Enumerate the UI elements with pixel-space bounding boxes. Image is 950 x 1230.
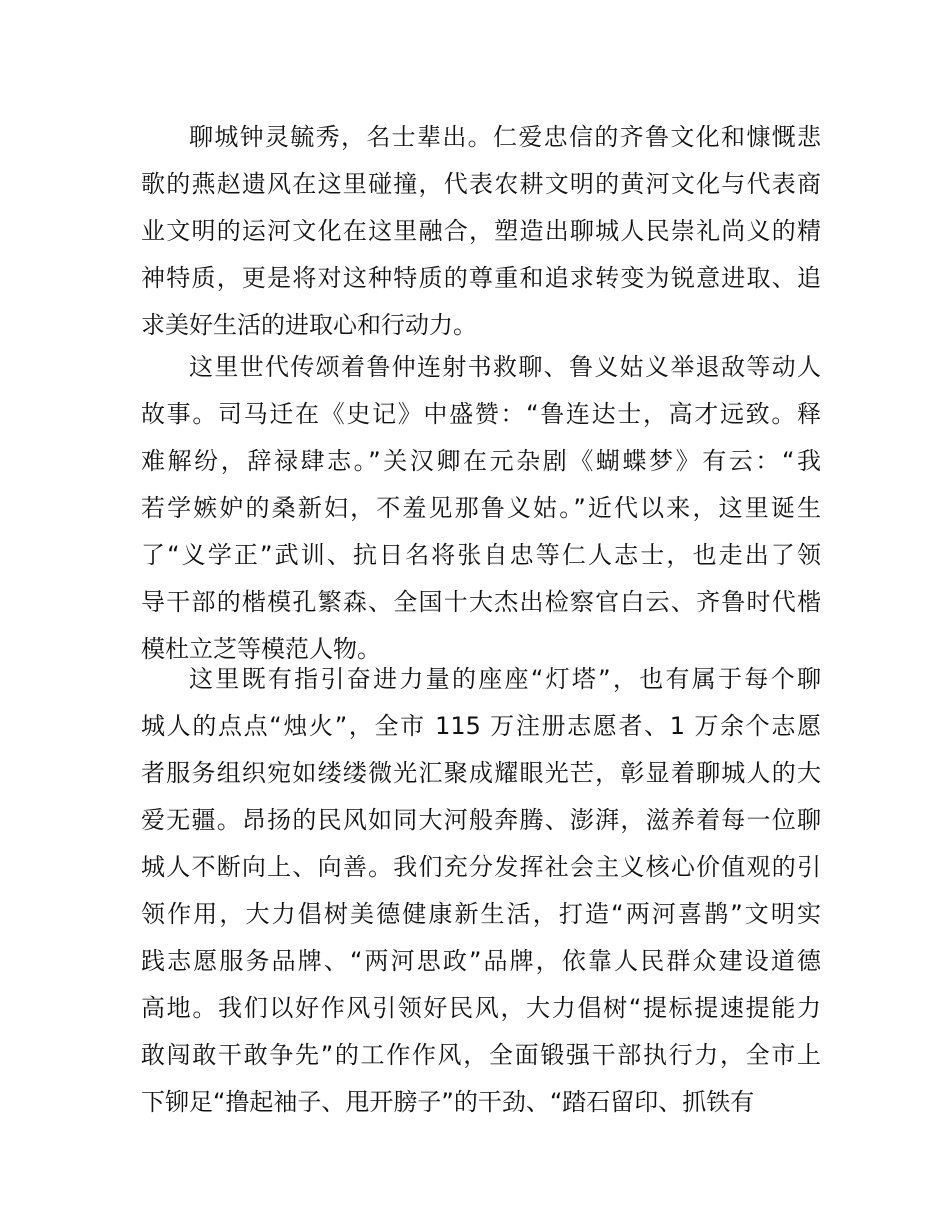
paragraph-line: 神特质，更是将对这种特质的尊重和追求转变为锐意进取、追 [141,264,821,292]
paragraph-line: 故事。司马迁在《史记》中盛赞：“鲁连达士，高才远致。释 [141,400,821,428]
paragraph-1 [141,114,821,349]
paragraph-line: 求美好生活的进取心和行动力。 [141,311,477,339]
paragraph-line: 聊城钟灵毓秀，名士辈出。仁爱忠信的齐鲁文化和慷慨悲 [189,123,821,151]
paragraph-line: 领作用，大力倡树美德健康新生活，打造“两河喜鹊”文明实 [141,900,821,928]
paragraph-line: 敢闯敢干敢争先”的工作作风，全面锻强干部执行力，全市上 [141,1041,821,1069]
paragraph-line: 践志愿服务品牌、“两河思政”品牌，依靠人民群众建设道德 [141,947,821,975]
paragraph-3 [141,656,821,1126]
paragraph-line: 爱无疆。昂扬的民风如同大河般奔腾、澎湃，滋养着每一位聊 [141,806,821,834]
paragraph-2 [141,344,821,673]
paragraph-line: 歌的燕赵遗风在这里碰撞，代表农耕文明的黄河文化与代表商 [141,170,821,198]
paragraph-line: 导干部的楷模孔繁森、全国十大杰出检察官白云、齐鲁时代楷 [141,588,821,616]
paragraph-line: 高地。我们以好作风引领好民风，大力倡树“提标提速提能力 [141,994,821,1022]
paragraph-line: 若学嫉妒的桑新妇，不羞见那鲁义姑。”近代以来，这里诞生 [141,494,821,522]
paragraph-line: 下铆足“撸起袖子、甩开膀子”的干劲、“踏石留印、抓铁有 [141,1088,755,1116]
paragraph-line: 业文明的运河文化在这里融合，塑造出聊城人民崇礼尚义的精 [141,217,821,245]
paragraph-line: 模杜立芝等模范人物。 [141,635,381,663]
paragraph-line: 城人的点点“烛火”，全市 115 万注册志愿者、1 万余个志愿 [141,712,821,740]
paragraph-line: 者服务组织宛如缕缕微光汇聚成耀眼光芒，彰显着聊城人的大 [141,759,821,787]
paragraph-line: 这里世代传颂着鲁仲连射书救聊、鲁义姑义举退敌等动人 [189,353,821,381]
paragraph-line: 了“义学正”武训、抗日名将张自忠等仁人志士，也走出了领 [141,541,821,569]
paragraph-line: 这里既有指引奋进力量的座座“灯塔”，也有属于每个聊 [189,665,821,693]
paragraph-line: 难解纷，辞禄肆志。”关汉卿在元杂剧《蝴蝶梦》有云：“我 [141,447,821,475]
paragraph-line: 城人不断向上、向善。我们充分发挥社会主义核心价值观的引 [141,853,821,881]
